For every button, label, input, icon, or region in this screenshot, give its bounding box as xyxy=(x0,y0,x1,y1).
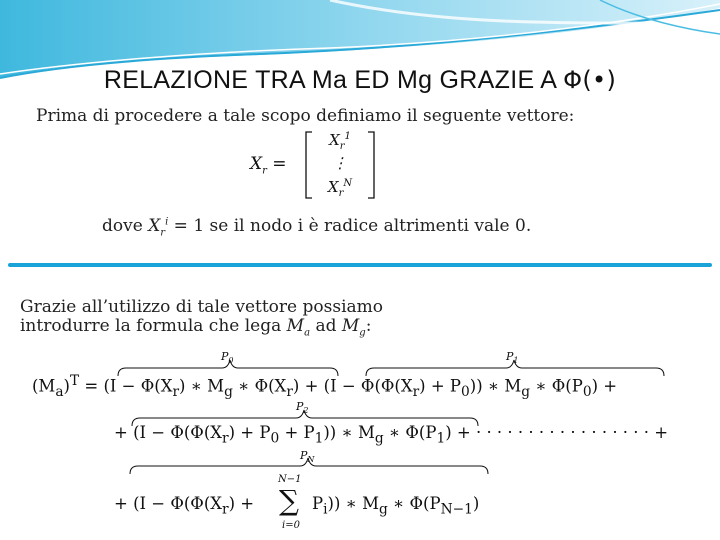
slide-title-phi-symbol: Φ(•) xyxy=(563,66,617,94)
brace-label-pn: $P_N$ xyxy=(300,449,315,465)
vector-entry-last: $X_r^N$ xyxy=(327,178,353,199)
formula-line-3-right: $P_i$)) ∗ $M_g$ ∗ $\Phi(P_{N-1})$ xyxy=(312,494,480,518)
vector-entry-first: $X_r^1$ xyxy=(329,131,351,152)
slide-title-text: RELAZIONE TRA Ma ED Mg GRAZIE A xyxy=(103,66,564,94)
vector-entry-dots: ⋮ xyxy=(332,154,348,172)
vector-definition-label: $X_r$ = xyxy=(250,154,287,177)
summation-upper-limit: N−1 xyxy=(278,474,302,485)
formula-line-3-left: + ($I - \Phi(\Phi(X_r)$ + xyxy=(114,494,255,518)
brace-label-p0: $P_0$ xyxy=(221,350,234,366)
intro-text: Prima di procedere a tale scopo definiamo il seguente vettore: xyxy=(36,106,575,126)
summation-lower-limit: i=0 xyxy=(282,520,300,531)
brace-label-p2: $P_2$ xyxy=(296,400,309,416)
brace-label-p1: $P_1$ xyxy=(506,350,519,366)
formula-line-2: + $(I - \Phi(\Phi(X_r) + P_0 + P_1))$ ∗ $M_g$ ∗ $\Phi(P_1)$ + · · · · · · · · · · · · · · · · · + xyxy=(114,423,669,447)
condition-text: dove $X_r^i = 1$ se il nodo i è radice altrimenti vale 0. xyxy=(102,216,532,239)
summation-symbol: ∑ xyxy=(279,484,299,517)
section2-line1: Grazie all’utilizzo di tale vettore possiamo xyxy=(20,297,383,317)
formula-line-1: $(M_a)^T = (I - \Phi(X_r)$ ∗ $M_g$ ∗ $\Phi(X_r) + (I - \Phi(\Phi(X_r) + P_0))$ ∗ $M_g$ ∗ $\Phi(P_0)$ + xyxy=(32,373,618,400)
section2-line2: introdurre la formula che lega $M_a$ ad $M_g$: xyxy=(20,316,372,339)
